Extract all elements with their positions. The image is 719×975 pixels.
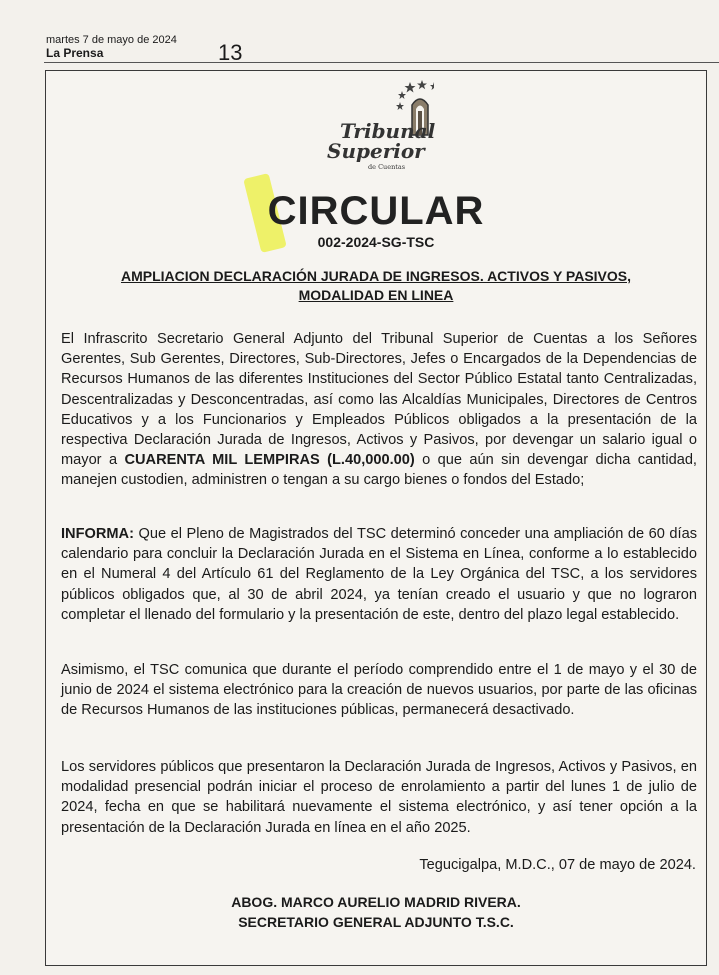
place-and-date: Tegucigalpa, M.D.C., 07 de mayo de 2024. bbox=[419, 857, 696, 873]
signer-title: SECRETARIO GENERAL ADJUNTO T.S.C. bbox=[238, 914, 514, 930]
informa-label: INFORMA: bbox=[61, 526, 134, 542]
salary-threshold: CUARENTA MIL LEMPIRAS (L.40,000.00) bbox=[124, 452, 415, 469]
paragraph-enrollment: Los servidores públicos que presentaron la Declaración Jurada de Ingresos, Activos y Pasivos, en modalidad presencial podrán iniciar el proceso de enrolamiento a partir del lunes 1 de julio de 2024, fecha en que se habilitará nuevamente el sistema electrónico, y así tener opción a la presentación de la Declaración Jurada en línea en el año 2025. bbox=[61, 759, 697, 836]
tsc-logo bbox=[324, 77, 434, 187]
paragraph-addressees-rest: o que aún sin devengar dicha cantidad, manejen custodien, administren o tengan a su cargo bienes o fondos del Estado; bbox=[61, 452, 697, 489]
document-title: CIRCULAR bbox=[267, 189, 485, 233]
logo-word-tribunal: Tribunal bbox=[340, 119, 436, 143]
paragraph-system-deactivation: Asimismo, el TSC comunica que durante el período comprendido entre el 1 de mayo y el 30 de junio de 2024 el sistema electrónico para la creación de nuevos usuarios, por parte de las oficinas de Recursos Humanos de las instituciones públicas, permanecerá desactivado. bbox=[61, 662, 697, 719]
circular-notice-frame bbox=[45, 70, 707, 966]
paragraph-addressees bbox=[61, 329, 697, 491]
page-number: 13 bbox=[218, 40, 243, 65]
subject-line-1: AMPLIACION DECLARACIÓN JURADA DE INGRESOS. ACTIVOS Y PASIVOS, bbox=[120, 268, 632, 284]
paragraph-addressees-text: El Infrascrito Secretario General Adjunto del Tribunal Superior de Cuentas a los Señores Gerentes, Sub Gerentes, Directores, Sub-Directores, Jefes o Encargados de la Dependencias de Recursos Humanos de las diferentes Instituciones del Sector Público Estatal tanto Centralizadas, Descentralizadas y Desconcentradas, así como las Alcaldías Municipales, Directores de Centros Educativos y a los Funcionarios y Empleados Públicos obligados a la presentación de la respectiva Declaración Jurada de Ingresos, Activos y Pasivos, por devengar un salario igual o mayor a bbox=[61, 331, 697, 469]
header-rule bbox=[44, 62, 719, 63]
logo-word-superior: Superior bbox=[327, 139, 425, 163]
paragraph-informa bbox=[61, 524, 697, 625]
circular-code: 002-2024-SG-TSC bbox=[317, 234, 435, 250]
subject-heading bbox=[66, 267, 686, 305]
masthead bbox=[46, 34, 177, 60]
publication-date: martes 7 de mayo de 2024 bbox=[46, 34, 177, 46]
subject-line-2: MODALIDAD EN LINEA bbox=[298, 287, 454, 303]
signer-name: ABOG. MARCO AURELIO MADRID RIVERA. bbox=[231, 894, 521, 910]
logo-word-de-cuentas: de Cuentas bbox=[368, 163, 406, 171]
paragraph-informa-text: Que el Pleno de Magistrados del TSC determinó conceder una ampliación de 60 días calendario para concluir la Declaración Jurada en el Sistema en Línea, conforme a lo establecido en el Numeral 4 del Artículo 61 del Reglamento de la Ley Orgánica del TSC, a los servidores públicos obligados que, al 30 de abril 2024, ya tenían creado el usuario y que no lograron completar el llenado del formulario y la presentación de este, dentro del plazo legal establecido. bbox=[61, 526, 697, 623]
newspaper-name: La Prensa bbox=[46, 46, 104, 60]
